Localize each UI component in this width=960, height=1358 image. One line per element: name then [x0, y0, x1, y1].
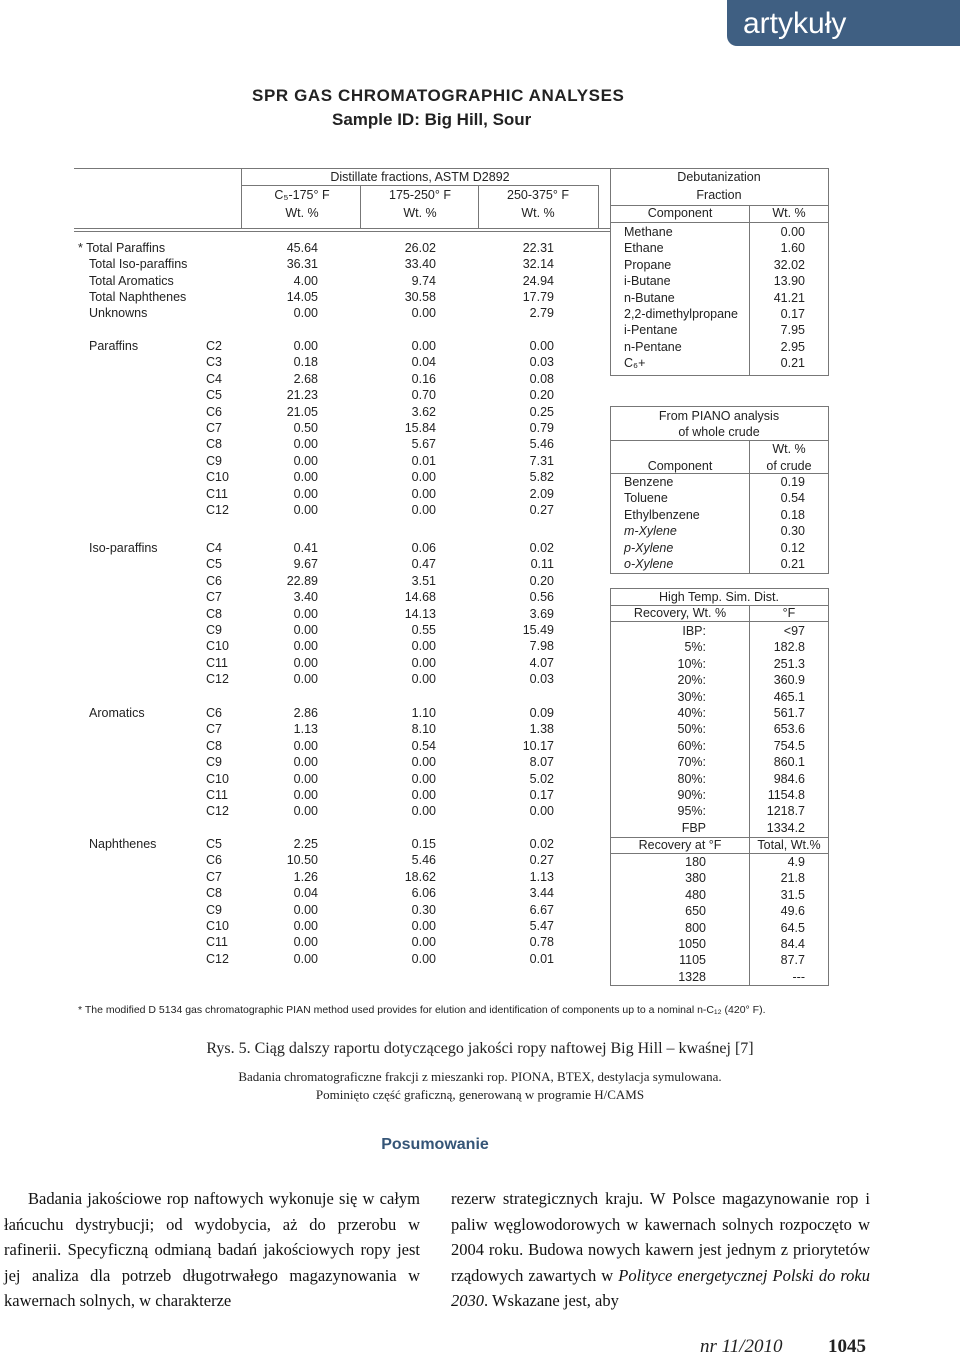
recovery-pct: 5%: [684, 640, 706, 655]
group-value: 2.68 [293, 371, 318, 386]
group-value: 0.00 [293, 486, 318, 501]
group-label: Aromatics [89, 706, 145, 720]
group-value: 0.00 [293, 788, 318, 802]
group-label: Naphthenes [89, 837, 157, 851]
figure-caption: Rys. 5. Ciąg dalszy raportu dotyczącego jakości ropy naftowej Big Hill – kwaśnej [7] [206, 1040, 754, 1057]
recovery-at-temp: 380 [685, 871, 706, 886]
recovery-temp: 653.6 [773, 722, 805, 737]
summary-value: 17.79 [522, 289, 554, 304]
group-value: 15.84 [404, 421, 436, 435]
recovery-pct: 90%: [677, 788, 706, 802]
group-value: 0.20 [529, 388, 554, 403]
fraction-header: 250-375° F [507, 188, 569, 202]
recovery-temp: 984.6 [773, 771, 805, 786]
wt-header: Wt. % [521, 206, 555, 220]
simdist-header: High Temp. Sim. Dist. [659, 590, 779, 604]
component-name: C₆+ [624, 356, 646, 371]
group-value: 0.25 [529, 404, 554, 419]
group-value: 0.78 [529, 935, 554, 950]
table-rule [828, 168, 829, 376]
wt-header: Wt. % [403, 206, 437, 220]
text-column-right [451, 1186, 870, 1314]
table-rule [74, 228, 610, 229]
group-value: 0.47 [411, 557, 436, 572]
carbon-number: C12 [206, 804, 229, 819]
group-value: 0.00 [293, 672, 318, 687]
carbon-number: C12 [206, 951, 229, 966]
recovery-at-temp: 800 [685, 920, 706, 935]
recovery-temp: 1218.7 [766, 804, 805, 819]
group-value: 0.00 [411, 672, 436, 687]
recovery-temp: 182.8 [773, 640, 805, 655]
table-rule [610, 222, 829, 223]
recovery-at-temp: 480 [685, 887, 706, 902]
group-value: 0.00 [529, 804, 554, 819]
carbon-number: C5 [206, 837, 222, 851]
group-value: 0.00 [293, 606, 318, 621]
group-value: 3.62 [411, 404, 436, 419]
carbon-number: C10 [206, 919, 229, 933]
total-wt: 49.6 [780, 904, 805, 919]
carbon-number: C12 [206, 672, 229, 687]
component-name: Propane [624, 257, 672, 272]
recovery-temp: <97 [783, 624, 805, 638]
group-value: 0.00 [293, 902, 318, 917]
group-value: 0.00 [293, 738, 318, 753]
distillate-header: Distillate fractions, ASTM D2892 [330, 170, 510, 184]
simdist-col: Total, Wt.% [757, 838, 821, 852]
wt-header: Wt. % [285, 206, 319, 220]
carbon-number: C11 [206, 935, 229, 950]
summary-value: 2.79 [529, 306, 554, 321]
group-value: 0.50 [293, 421, 318, 435]
group-label: Iso-paraffins [89, 541, 158, 555]
policy-title: Polityce energetycznej Polski do roku 2030 [451, 1265, 871, 1310]
summary-value: 45.64 [286, 241, 318, 255]
summary-value: 32.14 [522, 257, 554, 272]
recovery-temp: 465.1 [773, 689, 805, 704]
recovery-temp: 1334.2 [766, 820, 805, 835]
piano-col: of crude [766, 459, 812, 473]
summary-label: * Total Paraffins [78, 241, 166, 255]
recovery-temp: 1154.8 [767, 788, 805, 802]
group-value: 0.00 [411, 655, 436, 670]
carbon-number: C3 [206, 355, 222, 370]
carbon-number: C6 [206, 404, 222, 419]
group-value: 0.00 [411, 788, 436, 802]
component-wt: 32.02 [773, 257, 805, 272]
text-column-left [4, 1186, 420, 1314]
group-value: 7.98 [529, 639, 554, 654]
component-name: 2,2-dimethylpropane [624, 307, 738, 321]
group-value: 5.82 [529, 470, 554, 485]
paragraph-right [451, 1186, 870, 1314]
group-value: 0.00 [411, 503, 436, 517]
component-name: i-Pentane [624, 323, 678, 338]
group-value: 0.04 [411, 355, 436, 370]
group-value: 0.00 [411, 470, 436, 485]
group-value: 0.11 [530, 557, 554, 572]
group-value: 0.00 [293, 755, 318, 770]
debut-header: Debutanization [677, 170, 761, 184]
carbon-number: C9 [206, 902, 222, 917]
recovery-pct: 95%: [677, 804, 706, 819]
group-value: 2.09 [529, 486, 554, 501]
group-value: 10.50 [286, 853, 318, 868]
group-value: 15.49 [522, 623, 554, 637]
figure-footnote: * The modified D 5134 gas chromatographic PIAN method used provides for elution and identification of components up to a nominal n-C₁₂ (420° F). [78, 1004, 766, 1016]
group-value: 0.01 [411, 453, 436, 468]
component-wt: 1.60 [780, 241, 805, 256]
summary-label: Unknowns [89, 306, 148, 321]
group-value: 21.23 [286, 388, 318, 403]
component-wt: 41.21 [773, 290, 805, 305]
carbon-number: C6 [206, 573, 222, 588]
group-value: 0.00 [411, 804, 436, 819]
group-value: 0.08 [529, 371, 554, 386]
total-wt: 87.7 [780, 953, 805, 968]
table-rule [74, 231, 610, 232]
piano-wt: 0.18 [780, 507, 805, 522]
fraction-header: C₅-175° F [274, 188, 330, 202]
group-value: 5.67 [411, 437, 436, 452]
group-value: 0.00 [411, 919, 436, 933]
component-wt: 0.21 [780, 356, 805, 371]
group-value: 0.20 [529, 573, 554, 588]
carbon-number: C9 [206, 623, 222, 637]
summary-label: Total Iso-paraffins [89, 257, 188, 272]
component-name: Ethane [624, 241, 664, 256]
recovery-temp: 251.3 [773, 656, 805, 671]
carbon-number: C7 [206, 722, 222, 737]
carbon-number: C2 [206, 339, 222, 353]
group-value: 0.00 [293, 453, 318, 468]
group-value: 0.01 [529, 951, 554, 966]
carbon-number: C5 [206, 557, 222, 572]
group-label: Paraffins [89, 339, 139, 353]
piano-component: Benzene [624, 475, 674, 489]
piano-component: Toluene [624, 491, 668, 506]
issue-number: nr 11/2010 [700, 1336, 783, 1357]
carbon-number: C8 [206, 738, 222, 753]
group-value: 0.04 [293, 886, 318, 901]
carbon-number: C5 [206, 388, 222, 403]
group-value: 0.00 [293, 339, 318, 353]
recovery-temp: 561.7 [773, 706, 805, 720]
summary-value: 33.40 [404, 257, 436, 272]
group-value: 6.06 [411, 886, 436, 901]
total-wt: --- [792, 969, 805, 984]
group-value: 5.47 [529, 919, 554, 933]
group-value: 0.27 [529, 503, 554, 517]
component-name: i-Butane [624, 274, 671, 289]
piano-header: of whole crude [678, 425, 760, 439]
carbon-number: C4 [206, 541, 222, 555]
group-value: 0.00 [411, 935, 436, 950]
group-value: 0.17 [529, 788, 554, 802]
group-value: 0.54 [411, 738, 436, 753]
component-wt: 0.17 [780, 307, 805, 321]
group-value: 21.05 [286, 404, 318, 419]
component-name: n-Pentane [624, 339, 682, 354]
group-value: 10.17 [522, 738, 554, 753]
carbon-number: C6 [206, 853, 222, 868]
group-value: 0.18 [293, 355, 318, 370]
debut-col: Wt. % [772, 206, 806, 220]
table-rule [610, 985, 829, 986]
group-value: 0.00 [411, 339, 436, 353]
summary-value: 24.94 [522, 273, 554, 288]
carbon-number: C10 [206, 639, 229, 654]
group-value: 1.13 [529, 869, 554, 884]
carbon-number: C6 [206, 706, 222, 720]
recovery-temp: 754.5 [773, 738, 805, 753]
carbon-number: C12 [206, 503, 229, 517]
group-value: 0.09 [529, 706, 554, 720]
piano-wt: 0.54 [780, 491, 805, 506]
group-value: 18.62 [404, 869, 436, 884]
group-value: 0.55 [411, 623, 436, 637]
piano-header: From PIANO analysis [658, 409, 780, 423]
section-heading: Posumowanie [381, 1136, 489, 1153]
group-value: 0.02 [529, 541, 554, 555]
recovery-at-temp: 180 [685, 855, 706, 869]
recovery-pct: 20%: [677, 673, 706, 688]
group-value: 0.00 [411, 755, 436, 770]
carbon-number: C7 [206, 421, 222, 435]
group-value: 0.00 [293, 470, 318, 485]
recovery-at-temp: 1050 [678, 937, 706, 951]
group-value: 0.79 [529, 421, 554, 435]
group-value: 0.00 [293, 503, 318, 517]
figure-title: SPR GAS CHROMATOGRAPHIC ANALYSES [252, 86, 625, 105]
summary-value: 30.58 [404, 289, 436, 304]
group-value: 0.03 [529, 355, 554, 370]
recovery-pct: 80%: [677, 771, 706, 786]
caption-sub-2: Pominięto część graficzną, generowaną w programie H/CAMS [315, 1087, 645, 1102]
group-value: 8.10 [411, 722, 436, 737]
group-value: 0.00 [529, 339, 554, 353]
total-wt: 31.5 [780, 887, 805, 902]
group-value: 1.26 [293, 869, 318, 884]
piano-wt: 0.21 [780, 557, 805, 571]
table-rule [598, 185, 599, 228]
recovery-pct: IBP: [682, 624, 706, 638]
summary-value: 14.05 [286, 289, 318, 304]
table-rule [610, 588, 611, 985]
piano-component: m-Xylene [624, 524, 677, 539]
group-value: 5.46 [529, 437, 554, 452]
total-wt: 21.8 [780, 871, 805, 886]
group-value: 1.10 [411, 706, 436, 720]
carbon-number: C7 [206, 590, 222, 605]
section-tag: artykuły [727, 0, 960, 46]
recovery-pct: 70%: [677, 755, 706, 770]
summary-value: 22.31 [522, 241, 554, 255]
table-rule [610, 573, 829, 574]
group-value: 0.00 [411, 771, 436, 786]
table-rule [610, 375, 829, 376]
group-value: 0.00 [293, 804, 318, 819]
group-value: 4.07 [529, 655, 554, 670]
carbon-number: C11 [206, 655, 229, 670]
piano-wt: 0.19 [780, 475, 805, 489]
table-rule [610, 621, 829, 622]
group-value: 0.00 [293, 951, 318, 966]
simdist-col: Recovery at °F [638, 838, 722, 852]
recovery-pct: 40%: [677, 706, 706, 720]
group-value: 5.02 [529, 771, 554, 786]
summary-label: Total Aromatics [89, 273, 174, 288]
group-value: 0.00 [293, 655, 318, 670]
summary-value: 0.00 [411, 306, 436, 321]
group-value: 0.16 [411, 371, 436, 386]
component-wt: 13.90 [773, 274, 805, 289]
summary-value: 9.74 [411, 273, 436, 288]
table-rule [610, 406, 611, 574]
group-value: 0.03 [529, 672, 554, 687]
recovery-temp: 360.9 [773, 673, 805, 688]
total-wt: 4.9 [787, 855, 805, 869]
table-rule [610, 406, 829, 407]
piano-component: p-Xylene [624, 540, 674, 555]
carbon-number: C9 [206, 453, 222, 468]
carbon-number: C8 [206, 886, 222, 901]
group-value: 0.00 [293, 623, 318, 637]
group-value: 8.07 [529, 755, 554, 770]
recovery-at-temp: 1328 [678, 969, 706, 984]
recovery-temp: 860.1 [773, 755, 805, 770]
group-value: 1.38 [529, 722, 554, 737]
group-value: 7.31 [529, 453, 554, 468]
recovery-pct: 10%: [677, 656, 706, 671]
debut-col: Component [647, 206, 713, 220]
recovery-pct: 60%: [677, 738, 706, 753]
component-name: Methane [624, 225, 673, 239]
component-name: n-Butane [624, 290, 675, 305]
group-value: 0.06 [411, 541, 436, 555]
group-value: 0.00 [293, 935, 318, 950]
group-value: 9.67 [293, 557, 318, 572]
carbon-number: C4 [206, 371, 222, 386]
group-value: 0.70 [411, 388, 436, 403]
carbon-number: C10 [206, 470, 229, 485]
recovery-at-temp: 1105 [679, 953, 706, 968]
component-wt: 2.95 [780, 339, 805, 354]
group-value: 5.46 [411, 853, 436, 868]
page-number: 1045 [828, 1336, 866, 1357]
group-value: 0.56 [529, 590, 554, 605]
group-value: 3.44 [529, 886, 554, 901]
summary-value: 36.31 [286, 257, 318, 272]
simdist-col: °F [782, 606, 796, 620]
group-value: 22.89 [286, 573, 318, 588]
paragraph-right-b: . Wskazane jest, aby [484, 1291, 619, 1310]
component-wt: 7.95 [780, 323, 805, 338]
carbon-number: C7 [206, 869, 222, 884]
recovery-at-temp: 650 [685, 904, 706, 919]
group-value: 14.13 [404, 606, 436, 621]
group-value: 0.02 [529, 837, 554, 851]
component-wt: 0.00 [780, 225, 805, 239]
group-value: 0.00 [411, 951, 436, 966]
summary-value: 4.00 [293, 273, 318, 288]
piano-col: Component [647, 459, 713, 473]
simdist-col: Recovery, Wt. % [633, 606, 727, 620]
piano-component: o-Xylene [624, 557, 674, 571]
total-wt: 84.4 [780, 937, 805, 951]
group-value: 0.00 [293, 437, 318, 452]
group-value: 0.00 [293, 919, 318, 933]
group-value: 0.00 [293, 639, 318, 654]
recovery-pct: 30%: [677, 689, 706, 704]
group-value: 0.41 [293, 541, 318, 555]
carbon-number: C10 [206, 771, 229, 786]
piano-wt: 0.12 [780, 540, 805, 555]
carbon-number: C11 [206, 788, 229, 802]
group-value: 6.67 [529, 902, 554, 917]
fraction-header: 175-250° F [389, 188, 451, 202]
group-value: 0.15 [411, 837, 436, 851]
carbon-number: C11 [206, 486, 229, 501]
group-value: 1.13 [293, 722, 318, 737]
group-value: 2.86 [293, 706, 318, 720]
paragraph-right-a: rezerw strategicznych kraju. W Polsce magazynowanie rop i paliw węglowodorowych w kawernach solnych rozpoczęto w 2004 roku. Budowa nowych kawern jest jednym z priorytetów rządowych zawartych w [451, 1189, 870, 1285]
recovery-pct: 50%: [677, 722, 706, 737]
figure-subtitle: Sample ID: Big Hill, Sour [332, 110, 532, 129]
group-value: 0.00 [411, 639, 436, 654]
group-value: 14.68 [404, 590, 436, 605]
summary-value: 26.02 [404, 241, 436, 255]
recovery-pct: FBP [681, 820, 706, 835]
group-value: 0.00 [293, 771, 318, 786]
table-rule [828, 406, 829, 574]
group-value: 3.69 [529, 606, 554, 621]
group-value: 0.30 [411, 902, 436, 917]
piano-component: Ethylbenzene [624, 507, 700, 522]
summary-label: Total Naphthenes [89, 289, 187, 304]
carbon-number: C8 [206, 606, 222, 621]
carbon-number: C8 [206, 437, 222, 452]
debut-header: Fraction [696, 188, 742, 202]
group-value: 0.00 [411, 486, 436, 501]
summary-value: 0.00 [293, 306, 318, 321]
group-value: 0.27 [529, 853, 554, 868]
table-rule [241, 185, 598, 186]
total-wt: 64.5 [780, 920, 805, 935]
piano-col: Wt. % [772, 442, 806, 456]
group-value: 3.40 [293, 590, 318, 605]
carbon-number: C9 [206, 755, 222, 770]
paragraph-left: Badania jakościowe rop naftowych wykonuje się w całym łańcuchu dystrybucji; od wydobycia, aż do przerobu w rafinerii. Specyficzną odmianą badań jakościowych ropy jest jej analiza dla potrzeb długotrwałego magazynowania w kawernach solnych, w charakterze [4, 1189, 420, 1310]
group-value: 2.25 [293, 837, 318, 851]
piano-wt: 0.30 [780, 524, 805, 539]
caption-sub-1: Badania chromatograficzne frakcji z mieszanki rop. PIONA, BTEX, destylacja symulowana. [238, 1069, 722, 1084]
table-rule [610, 168, 611, 376]
table-rule [828, 588, 829, 985]
group-value: 3.51 [411, 573, 436, 588]
